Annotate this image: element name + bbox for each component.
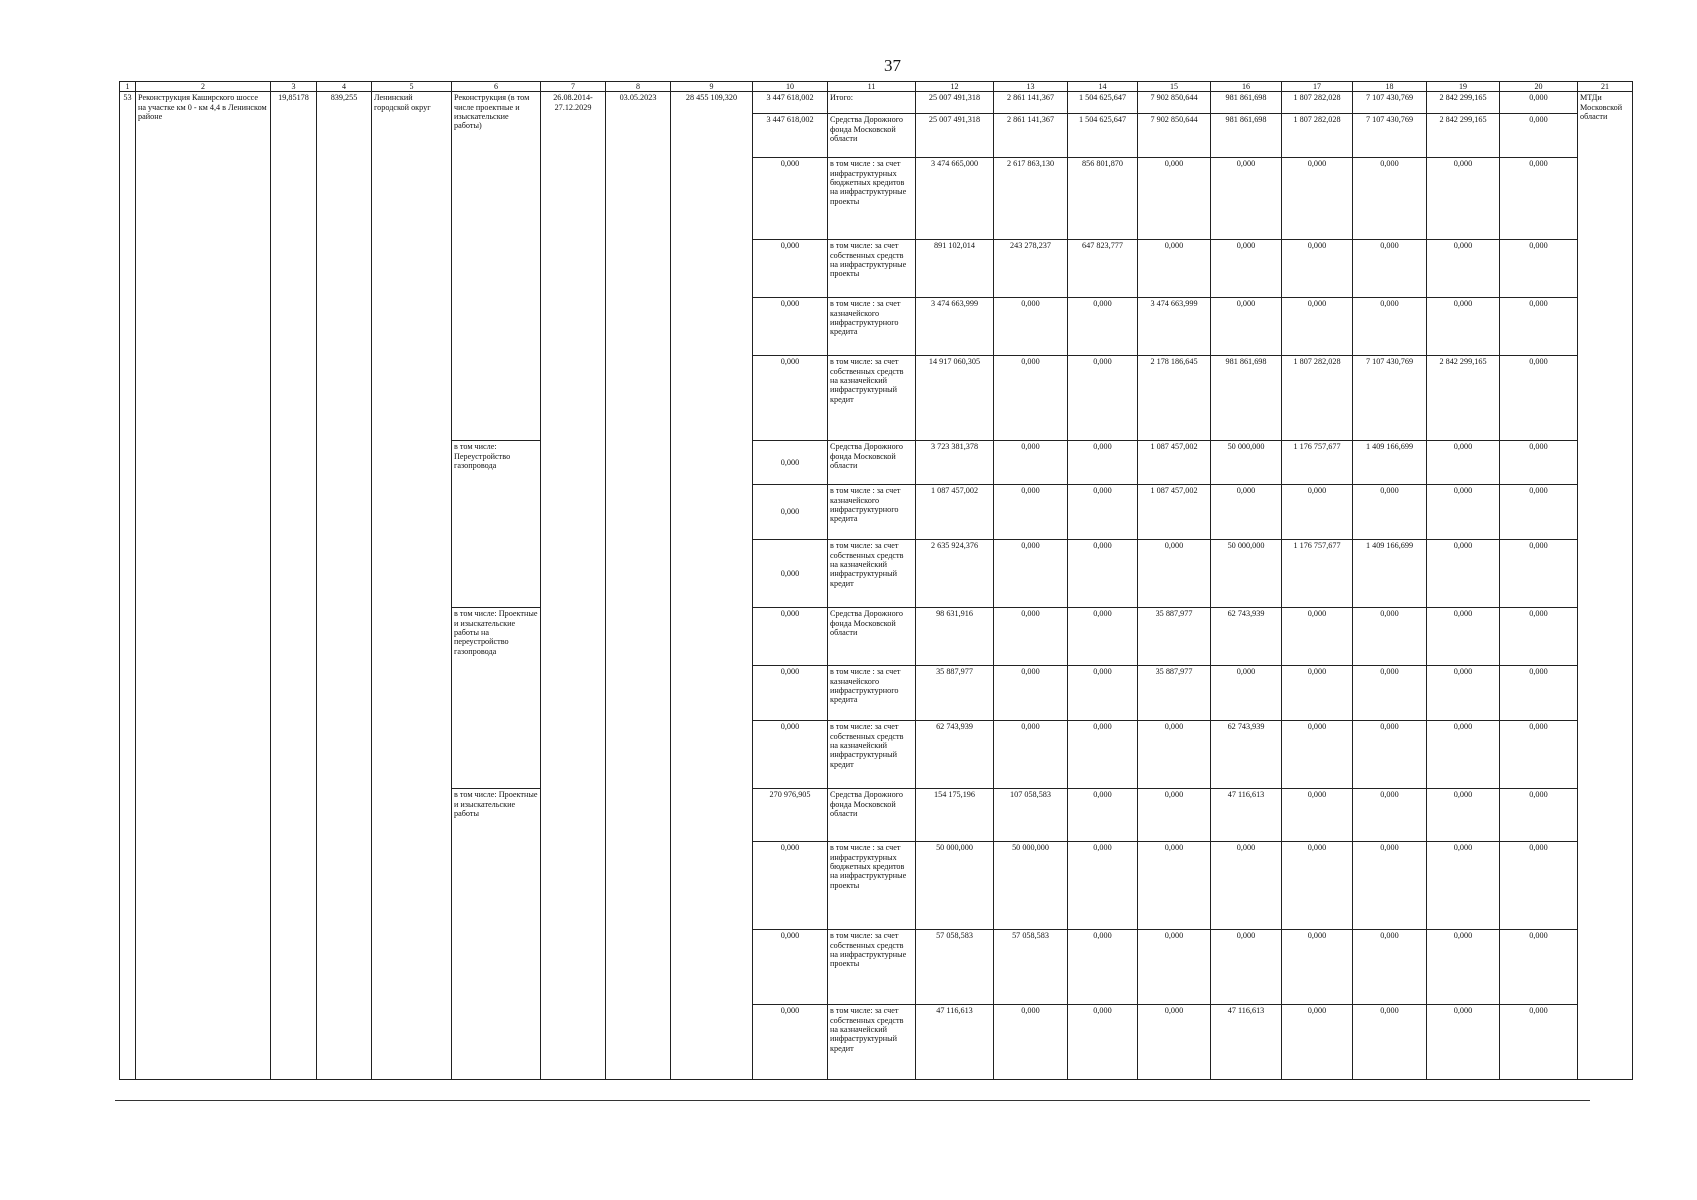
cell-value: 1 807 282,028 [1282,356,1353,441]
cell-value: 0,000 [994,356,1068,441]
cell-value: 0,000 [1427,842,1500,930]
cell-value: 0,000 [994,721,1068,789]
cell-value: 62 743,939 [916,721,994,789]
cell-value: 7 107 430,769 [1353,92,1427,114]
cell-value: 47 116,613 [1211,1005,1282,1080]
cell-value: 2 617 863,130 [994,158,1068,240]
funding-source: в том числе: за счет собственных средств на казначейский инфраструктурный кредит [828,1005,916,1080]
cell-value: 0,000 [1353,158,1427,240]
cell-value: 0,000 [1353,789,1427,842]
cell-value: 1 176 757,677 [1282,540,1353,608]
cell-value: 0,000 [994,485,1068,540]
cell-value: 2 861 141,367 [994,114,1068,158]
col-header: 11 [828,82,916,92]
cell-value: 0,000 [1500,356,1578,441]
cell-col10: 0,000 [753,1005,828,1080]
cell-value: 50 000,000 [1211,540,1282,608]
cell-value: 0,000 [1427,298,1500,356]
object-district: Ленинский городской округ [372,92,452,1080]
cell-value: 3 474 663,999 [916,298,994,356]
cell-value: 0,000 [1353,298,1427,356]
cell-value: 0,000 [994,540,1068,608]
cell-value: 0,000 [1500,721,1578,789]
cell-col10: 0,000 [753,666,828,721]
col-header: 4 [317,82,372,92]
col-header: 8 [606,82,671,92]
cell-value: 0,000 [1068,666,1138,721]
cell-value: 2 842 299,165 [1427,356,1500,441]
cell-value: 0,000 [1282,1005,1353,1080]
col-header: 10 [753,82,828,92]
cell-value: 0,000 [1500,842,1578,930]
page-bottom-line [115,1100,1590,1101]
page-number: 37 [884,56,901,75]
cell-value: 0,000 [1500,485,1578,540]
cell-value: 0,000 [1427,789,1500,842]
table-row [120,92,1633,114]
cell-value: 0,000 [1068,608,1138,666]
cell-value: 0,000 [1138,1005,1211,1080]
cell-col10: 0,000 [753,240,828,298]
funding-source: в том числе: за счет собственных средств на инфраструктурные проекты [828,240,916,298]
col-header: 17 [1282,82,1353,92]
cell-col10: 0,000 [753,721,828,789]
cell-col10: 270 976,905 [753,789,828,842]
cell-value: 25 007 491,318 [916,92,994,114]
object-name: Реконструкция Каширского шоссе на участке км 0 - км 4,4 в Ленинском районе [136,92,271,1080]
cell-value: 0,000 [994,441,1068,485]
cell-value: 0,000 [1500,240,1578,298]
cell-value: 3 474 663,999 [1138,298,1211,356]
cell-value: 0,000 [1282,842,1353,930]
funding-source: Итого: [828,92,916,114]
cell-value: 0,000 [1500,930,1578,1005]
col-header: 3 [271,82,317,92]
cell-value: 1 087 457,002 [1138,485,1211,540]
cell-value: 0,000 [1427,930,1500,1005]
cell-value: 1 807 282,028 [1282,114,1353,158]
cell-value: 647 823,777 [1068,240,1138,298]
cell-value: 98 631,916 [916,608,994,666]
cell-value: 0,000 [1282,721,1353,789]
col-header: 9 [671,82,753,92]
col-header: 14 [1068,82,1138,92]
col-header: 19 [1427,82,1500,92]
funding-source: Средства Дорожного фонда Московской области [828,114,916,158]
cell-value: 0,000 [1138,158,1211,240]
cell-value: 0,000 [1282,666,1353,721]
cell-value: 3 474 665,000 [916,158,994,240]
cell-value: 2 178 186,645 [1138,356,1211,441]
object-col8: 03.05.2023 [606,92,671,1080]
cell-value: 0,000 [1353,485,1427,540]
cell-value: 0,000 [1353,608,1427,666]
cell-col10: 0,000 [753,485,828,540]
cell-value: 1 504 625,647 [1068,114,1138,158]
col-header: 1 [120,82,136,92]
cell-value: 0,000 [1068,930,1138,1005]
cell-value: 0,000 [1211,930,1282,1005]
cell-value: 0,000 [994,666,1068,721]
object-col4: 839,255 [317,92,372,1080]
cell-value: 0,000 [1427,441,1500,485]
col-header: 2 [136,82,271,92]
col-header: 5 [372,82,452,92]
cell-value: 1 087 457,002 [1138,441,1211,485]
col-header: 18 [1353,82,1427,92]
cell-value: 2 635 924,376 [916,540,994,608]
col-header: 16 [1211,82,1282,92]
cell-value: 50 000,000 [994,842,1068,930]
object-customer: МТДи Московской области [1578,92,1633,1080]
cell-value: 1 504 625,647 [1068,92,1138,114]
cell-col10: 0,000 [753,540,828,608]
cell-value: 0,000 [1427,240,1500,298]
cell-value: 0,000 [1500,298,1578,356]
cell-value: 1 807 282,028 [1282,92,1353,114]
cell-value: 0,000 [1068,789,1138,842]
col-header: 12 [916,82,994,92]
cell-value: 2 842 299,165 [1427,114,1500,158]
cell-col10: 0,000 [753,356,828,441]
cell-value: 0,000 [1282,298,1353,356]
cell-value: 0,000 [1500,666,1578,721]
cell-value: 0,000 [1353,842,1427,930]
cell-value: 0,000 [1353,930,1427,1005]
cell-value: 7 902 850,644 [1138,92,1211,114]
cell-value: 891 102,014 [916,240,994,298]
cell-value: 0,000 [1211,842,1282,930]
object-col3: 19,85178 [271,92,317,1080]
cell-value: 7 902 850,644 [1138,114,1211,158]
cell-value: 0,000 [1282,158,1353,240]
object-number: 53 [120,92,136,1080]
cell-value: 0,000 [1068,485,1138,540]
cell-value: 0,000 [1427,721,1500,789]
cell-value: 0,000 [1282,240,1353,298]
cell-col10: 3 447 618,002 [753,92,828,114]
cell-value: 7 107 430,769 [1353,114,1427,158]
cell-value: 0,000 [1500,540,1578,608]
cell-value: 0,000 [1282,930,1353,1005]
col-header: 13 [994,82,1068,92]
cell-value: 0,000 [1068,441,1138,485]
cell-value: 0,000 [1427,158,1500,240]
cell-value: 0,000 [1211,666,1282,721]
cell-value: 154 175,196 [916,789,994,842]
cell-value: 856 801,870 [1068,158,1138,240]
cell-value: 0,000 [1500,158,1578,240]
cell-value: 0,000 [1427,485,1500,540]
cell-col10: 0,000 [753,930,828,1005]
cell-value: 0,000 [1068,298,1138,356]
col-header: 21 [1578,82,1633,92]
cell-value: 3 723 381,378 [916,441,994,485]
cell-value: 0,000 [1211,158,1282,240]
column-numbers-row [120,82,1633,92]
cell-value: 57 058,583 [994,930,1068,1005]
funding-source: в том числе : за счет казначейского инфраструктурного кредита [828,485,916,540]
cell-value: 50 000,000 [1211,441,1282,485]
cell-value: 0,000 [994,608,1068,666]
cell-value: 0,000 [1500,608,1578,666]
cell-value: 0,000 [1500,114,1578,158]
cell-value: 50 000,000 [916,842,994,930]
cell-value: 14 917 060,305 [916,356,994,441]
cell-value: 47 116,613 [1211,789,1282,842]
cell-value: 0,000 [1500,789,1578,842]
cell-value: 0,000 [1282,485,1353,540]
cell-value: 1 409 166,699 [1353,540,1427,608]
funding-source: в том числе : за счет казначейского инфраструктурного кредита [828,298,916,356]
cell-col10: 0,000 [753,298,828,356]
cell-value: 0,000 [1068,842,1138,930]
funding-source: в том числе : за счет инфраструктурных бюджетных кредитов на инфраструктурные проекты [828,842,916,930]
cell-value: 57 058,583 [916,930,994,1005]
cell-value: 62 743,939 [1211,608,1282,666]
cell-value: 107 058,583 [994,789,1068,842]
cell-value: 0,000 [1282,608,1353,666]
cell-value: 981 861,698 [1211,356,1282,441]
cell-value: 35 887,977 [1138,608,1211,666]
funding-source: Средства Дорожного фонда Московской области [828,441,916,485]
cell-col10: 0,000 [753,608,828,666]
cell-value: 0,000 [1427,608,1500,666]
object-dates: 26.08.2014-27.12.2029 [541,92,606,1080]
cell-value: 0,000 [1211,485,1282,540]
cell-value: 243 278,237 [994,240,1068,298]
cell-value: 2 861 141,367 [994,92,1068,114]
cell-value: 0,000 [1427,540,1500,608]
cell-value: 35 887,977 [1138,666,1211,721]
col-header: 15 [1138,82,1211,92]
work-type-label: в том числе: Проектные и изыскательские работы на переустройство газопровода [452,608,541,789]
cell-value: 981 861,698 [1211,114,1282,158]
cell-value: 0,000 [1068,721,1138,789]
funding-source: в том числе : за счет казначейского инфраструктурного кредита [828,666,916,721]
funding-source: в том числе : за счет инфраструктурных бюджетных кредитов на инфраструктурные проекты [828,158,916,240]
cell-value: 0,000 [1138,789,1211,842]
cell-value: 0,000 [1353,240,1427,298]
cell-value: 0,000 [1138,240,1211,298]
finance-table [119,81,1633,1080]
object-col9: 28 455 109,320 [671,92,753,1080]
funding-source: в том числе: за счет собственных средств на казначейский инфраструктурный кредит [828,356,916,441]
cell-value: 0,000 [1353,721,1427,789]
cell-value: 0,000 [1427,1005,1500,1080]
funding-source: Средства Дорожного фонда Московской области [828,789,916,842]
cell-value: 1 409 166,699 [1353,441,1427,485]
cell-value: 0,000 [1282,789,1353,842]
cell-value: 7 107 430,769 [1353,356,1427,441]
work-type-label: в том числе: Переустройство газопровода [452,441,541,608]
cell-col10: 0,000 [753,158,828,240]
work-type-label: Реконструкция (в том числе проектные и изыскательские работы) [452,92,541,441]
cell-value: 0,000 [994,1005,1068,1080]
cell-col10: 3 447 618,002 [753,114,828,158]
cell-value: 0,000 [1353,666,1427,721]
cell-value: 0,000 [1353,1005,1427,1080]
cell-value: 981 861,698 [1211,92,1282,114]
funding-source: в том числе: за счет собственных средств на казначейский инфраструктурный кредит [828,721,916,789]
cell-value: 25 007 491,318 [916,114,994,158]
cell-value: 0,000 [1500,92,1578,114]
cell-value: 0,000 [1068,540,1138,608]
col-header: 6 [452,82,541,92]
cell-value: 0,000 [1500,441,1578,485]
cell-value: 35 887,977 [916,666,994,721]
cell-value: 62 743,939 [1211,721,1282,789]
cell-value: 0,000 [1068,356,1138,441]
cell-value: 47 116,613 [916,1005,994,1080]
cell-col10: 0,000 [753,842,828,930]
cell-value: 0,000 [1138,540,1211,608]
cell-value: 0,000 [1211,240,1282,298]
cell-value: 0,000 [1138,842,1211,930]
cell-value: 0,000 [1138,930,1211,1005]
work-type-label: в том числе: Проектные и изыскательские работы [452,789,541,1080]
cell-col10: 0,000 [753,441,828,485]
cell-value: 0,000 [1138,721,1211,789]
col-header: 20 [1500,82,1578,92]
cell-value: 0,000 [1427,666,1500,721]
cell-value: 1 176 757,677 [1282,441,1353,485]
col-header: 7 [541,82,606,92]
cell-value: 0,000 [1068,1005,1138,1080]
cell-value: 1 087 457,002 [916,485,994,540]
funding-source: в том числе: за счет собственных средств на инфраструктурные проекты [828,930,916,1005]
cell-value: 0,000 [1211,298,1282,356]
funding-source: в том числе: за счет собственных средств на казначейский инфраструктурный кредит [828,540,916,608]
cell-value: 0,000 [1500,1005,1578,1080]
funding-source: Средства Дорожного фонда Московской области [828,608,916,666]
cell-value: 0,000 [994,298,1068,356]
cell-value: 2 842 299,165 [1427,92,1500,114]
